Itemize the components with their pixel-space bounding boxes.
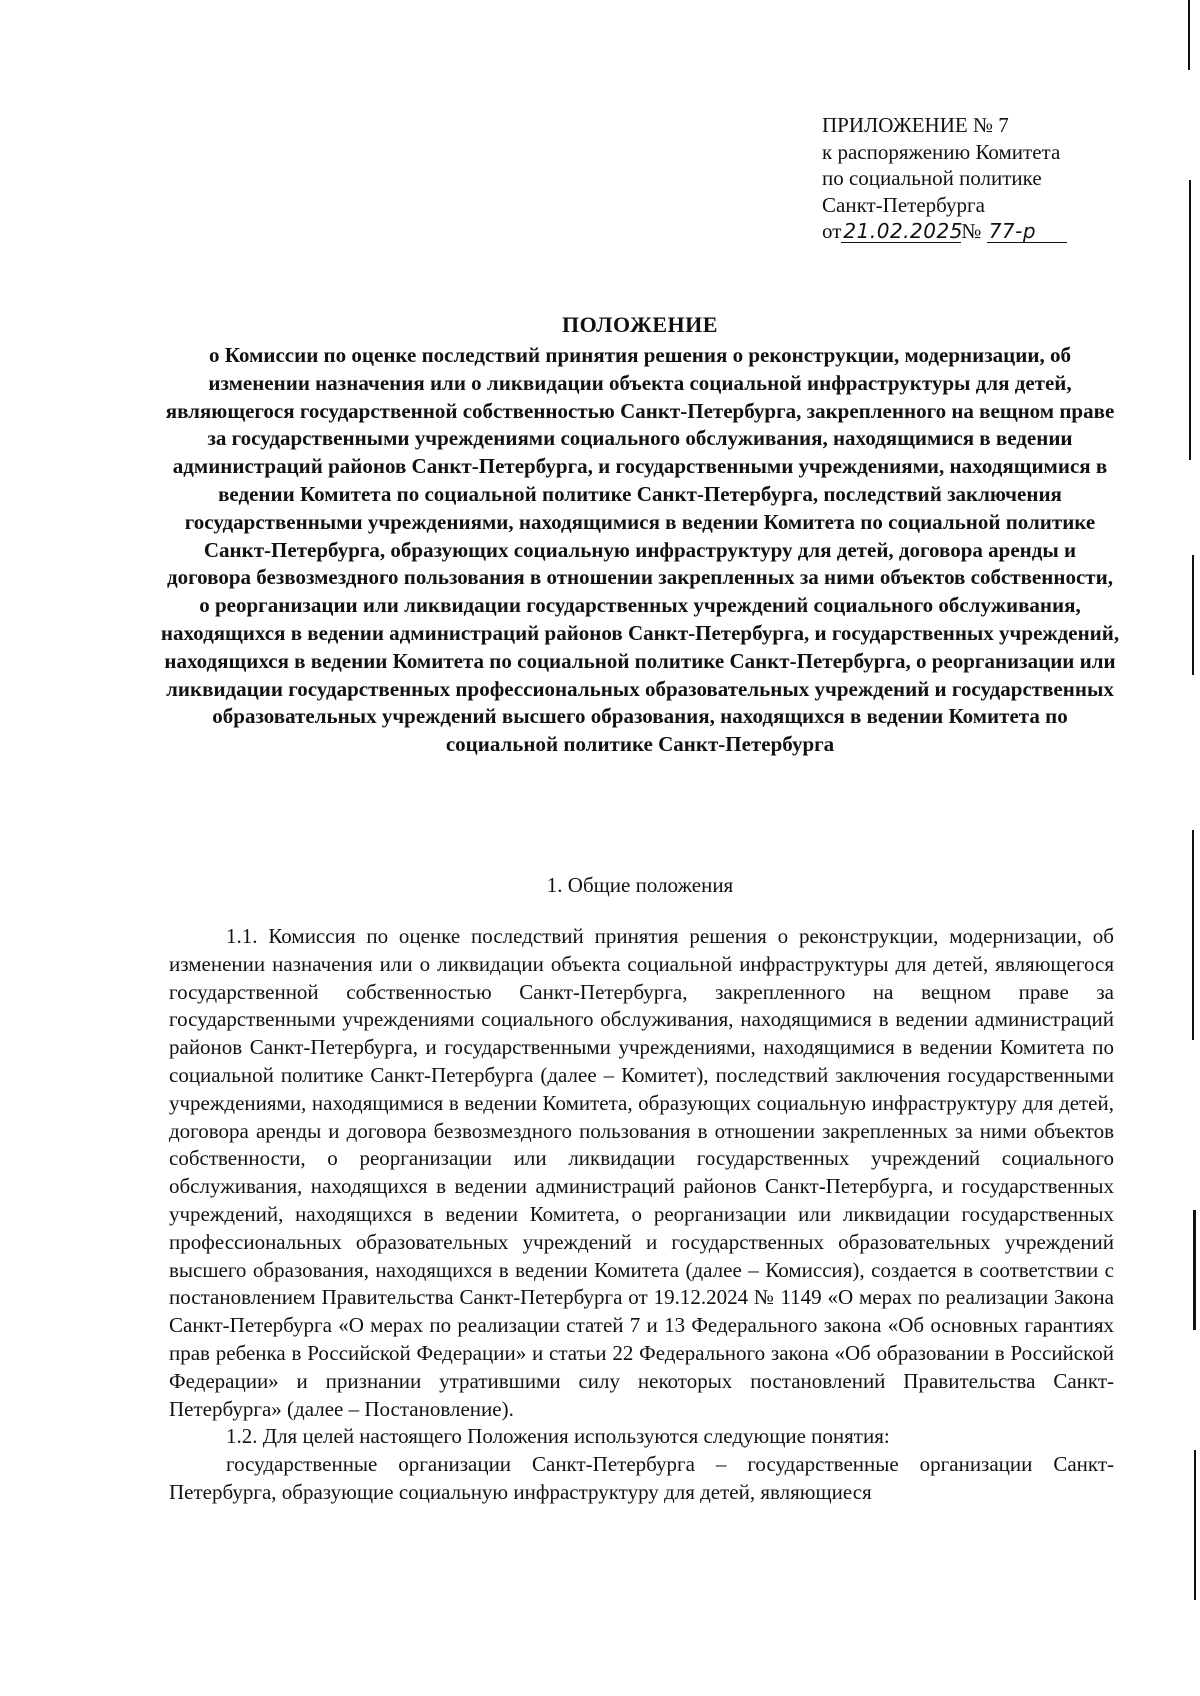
handwritten-date: 21.02.2025 <box>843 219 963 243</box>
section-heading: 1. Общие положения <box>546 873 734 897</box>
appendix-date-line <box>822 218 1152 245</box>
paragraph-definition: государственные организации Санкт-Петербурга – государственные организации Санкт-Петербурга, образующие социальную инфраструктуру для детей, являющиеся <box>169 1452 1114 1504</box>
appendix-number: ПРИЛОЖЕНИЕ № 7 <box>822 113 1009 137</box>
scan-edge-mark <box>1188 0 1190 70</box>
date-prefix: от <box>822 219 842 243</box>
document-subtitle: о Комиссии по оценке последствий принятия решения о реконструкции, модернизации, об изменении назначения или о ликвидации объекта социальной инфраструктуры для детей, являющегося государственной собственностью Санкт-Петербурга, закрепленного на вещном праве за государственными учреждениями социального обслуживания, находящимися в ведении администраций районов Санкт-Петербурга, и государственными учреждениями, находящимися в ведении Комитета по социальной политике Санкт-Петербурга, последствий заключения государственными учреждениями, находящимися в ведении Комитета по социальной политике Санкт-Петербурга, образующих социальную инфраструктуру для детей, договора аренды и договора безвозмездного пользования в отношении закрепленных за ними объектов собственности, о реорганизации или ликвидации государственных учреждений социального обслуживания, находящихся в ведении администраций районов Санкт-Петербурга, и государственных учреждений, находящихся в ведении Комитета по социальной политике Санкт-Петербурга, о реорганизации или ликвидации государственных профессиональных образовательных учреждений и государственных образовательных учреждений высшего образования, находящихся в ведении Комитета по социальной политике Санкт-Петербурга <box>160 343 1120 757</box>
document-title: ПОЛОЖЕНИЕ <box>562 312 718 337</box>
paragraph-1-1: 1.1. Комиссия по оценке последствий принятия решения о реконструкции, модернизации, об изменении назначения или о ликвидации объекта социальной инфраструктуры для детей, являющегося государственной собственностью Санкт-Петербурга, закрепленного на вещном праве за государственными учреждениями социального обслуживания, находящимися в ведении администраций районов Санкт-Петербурга, и государственными учреждениями, находящимися в ведении Комитета по социальной политике Санкт-Петербурга (далее – Комитет), последствий заключения государственными учреждениями, находящимися в ведении Комитета, образующих социальную инфраструктуру для детей, договора аренды и договора безвозмездного пользования в отношении закрепленных за ними объектов собственности, о реорганизации или ликвидации государственных учреждений социального обслуживания, находящихся в ведении администраций районов Санкт-Петербурга, и государственных учреждений, находящихся в ведении Комитета, о реорганизации или ликвидации государственных профессиональных образовательных учреждений и государственных образовательных учреждений высшего образования, находящихся в ведении Комитета (далее – Комиссия), создается в соответствии с постановлением Правительства Санкт-Петербурга от 19.12.2024 № 1149 «О мерах по реализации Закона Санкт-Петербурга «О мерах по реализации статей 7 и 13 Федерального закона «Об основных гарантиях прав ребенка в Российской Федерации» и статьи 22 Федерального закона «Об образовании в Российской Федерации» и признании утратившими силу некоторых постановлений Правительства Санкт-Петербурга» (далее – Постановление). <box>169 924 1114 1421</box>
number-prefix: № <box>961 219 982 243</box>
scan-edge-mark <box>1192 830 1194 1040</box>
scan-edge-mark <box>1192 555 1194 675</box>
document-body <box>169 923 1114 1507</box>
scan-edge-mark <box>1193 1210 1196 1330</box>
handwritten-number: 77-р <box>987 220 1067 243</box>
scan-edge-mark <box>1189 180 1191 460</box>
appendix-header <box>822 112 1152 245</box>
appendix-order-line: к распоряжению Комитета <box>822 139 1061 164</box>
appendix-committee-line: по социальной политике <box>822 166 1042 190</box>
appendix-city-line: Санкт-Петербурга <box>822 192 985 217</box>
paragraph-1-2: 1.2. Для целей настоящего Положения используются следующие понятия: <box>226 1424 890 1449</box>
scan-edge-mark <box>1194 1450 1196 1600</box>
document-title-block <box>160 312 1120 759</box>
